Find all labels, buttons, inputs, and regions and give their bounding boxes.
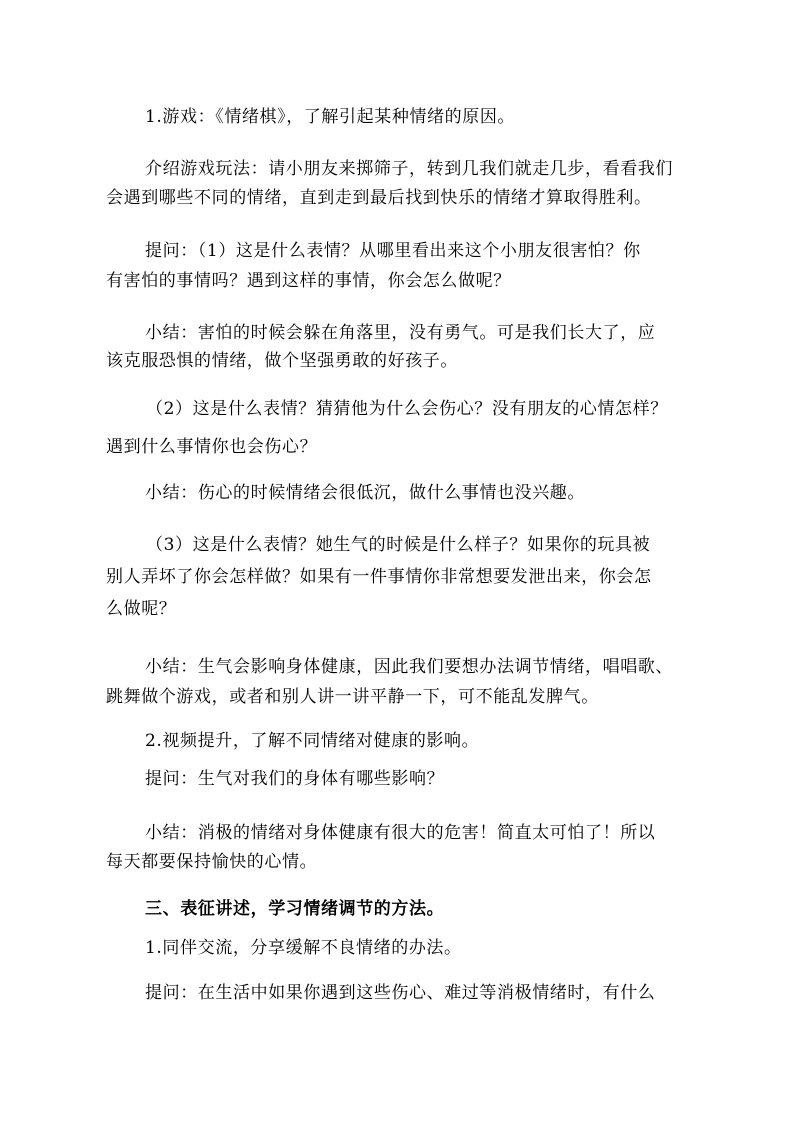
paragraph-line: 该克服恐惧的情绪，做个坚强勇敢的好孩子。 <box>106 351 458 371</box>
paragraph-line: 么做呢？ <box>106 599 177 619</box>
paragraph-line: 小结：生气会影响身体健康，因此我们要想办法调节情绪，唱唱歌、 <box>145 657 673 677</box>
paragraph-line: （2）这是什么表情？猜猜他为什么会伤心？没有朋友的心情怎样？ <box>146 399 668 419</box>
paragraph-line: 小结：消极的情绪对身体健康有很大的危害！简直太可怕了！所以 <box>145 823 656 843</box>
paragraph-line: 遇到什么事情你也会伤心？ <box>106 437 318 457</box>
paragraph-line: 每天都要保持愉快的心情。 <box>106 852 318 872</box>
paragraph-line: 小结：害怕的时候会躲在角落里，没有勇气。可是我们长大了，应 <box>145 323 656 343</box>
paragraph-line: 介绍游戏玩法：请小朋友来掷筛子，转到几我们就走几步，看看我们 <box>145 159 673 179</box>
paragraph-line: 1.同伴交流，分享缓解不良情绪的办法。 <box>145 938 462 958</box>
paragraph-line: 提问：在生活中如果你遇到这些伤心、难过等消极情绪时，有什么 <box>145 983 656 1003</box>
paragraph-line: 1.游戏：《情绪棋》，了解引起某种情绪的原因。 <box>145 107 516 127</box>
section-heading: 三、表征讲述，学习情绪调节的方法。 <box>145 899 445 919</box>
paragraph-line: 2.视频提升，了解不同情绪对健康的影响。 <box>145 731 480 751</box>
paragraph-line: 别人弄坏了你会怎样做？如果有一件事情你非常想要发泄出来，你会怎 <box>106 567 652 587</box>
paragraph-line: 提问：（1）这是什么表情？从哪里看出来这个小朋友很害怕？你 <box>145 241 641 261</box>
paragraph-line: 跳舞做个游戏，或者和别人讲一讲平静一下，可不能乱发脾气。 <box>106 687 599 707</box>
paragraph-line: 会遇到哪些不同的情绪，直到走到最后找到快乐的情绪才算取得胜利。 <box>106 188 652 208</box>
paragraph-line: 提问：生气对我们的身体有哪些影响？ <box>145 769 445 789</box>
paragraph-line: （3）这是什么表情？她生气的时候是什么样子？如果你的玩具被 <box>146 535 651 555</box>
paragraph-line: 有害怕的事情吗？遇到这样的事情，你会怎么做呢？ <box>106 271 511 291</box>
paragraph-line: 小结：伤心的时候情绪会很低沉，做什么事情也没兴趣。 <box>145 483 585 503</box>
